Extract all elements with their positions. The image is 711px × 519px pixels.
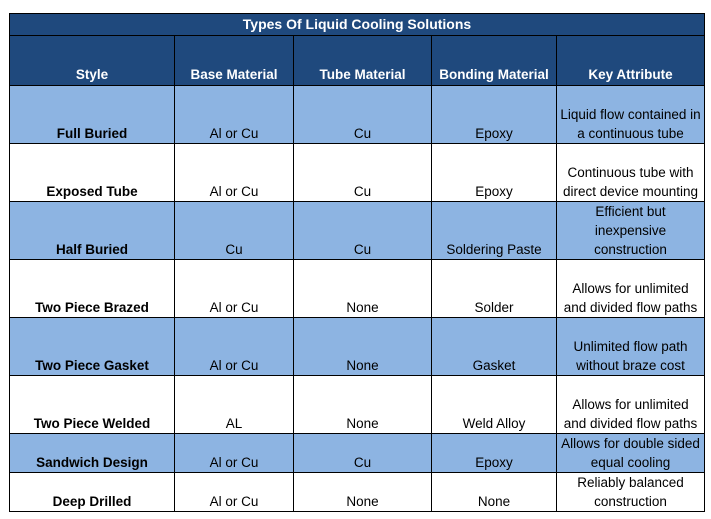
tube-material-cell: None xyxy=(294,318,432,376)
column-header-bonding-material: Bonding Material xyxy=(432,36,557,86)
table-title: Types Of Liquid Cooling Solutions xyxy=(10,14,705,36)
table-row xyxy=(10,434,705,473)
style-cell: Deep Drilled xyxy=(10,473,175,512)
key-attribute-cell: Allows for double sided equal cooling xyxy=(557,434,705,473)
column-header-style: Style xyxy=(10,36,175,86)
bonding-material-cell: Solder xyxy=(432,260,557,318)
bonding-material-cell: Epoxy xyxy=(432,144,557,202)
column-header-key-attribute: Key Attribute xyxy=(557,36,705,86)
title-row xyxy=(10,14,705,36)
tube-material-cell: None xyxy=(294,473,432,512)
base-material-cell: Al or Cu xyxy=(175,473,294,512)
key-attribute-cell: Continuous tube with direct device mounting xyxy=(557,144,705,202)
table-row xyxy=(10,202,705,260)
style-cell: Half Buried xyxy=(10,202,175,260)
tube-material-cell: Cu xyxy=(294,144,432,202)
style-cell: Two Piece Brazed xyxy=(10,260,175,318)
bonding-material-cell: Weld Alloy xyxy=(432,376,557,434)
tube-material-cell: None xyxy=(294,376,432,434)
column-header-tube-material: Tube Material xyxy=(294,36,432,86)
base-material-cell: Al or Cu xyxy=(175,260,294,318)
base-material-cell: Al or Cu xyxy=(175,318,294,376)
style-cell: Full Buried xyxy=(10,86,175,144)
base-material-cell: Al or Cu xyxy=(175,86,294,144)
bonding-material-cell: Soldering Paste xyxy=(432,202,557,260)
bonding-material-cell: None xyxy=(432,473,557,512)
table-row xyxy=(10,473,705,512)
table-row xyxy=(10,376,705,434)
tube-material-cell: Cu xyxy=(294,434,432,473)
tube-material-cell: Cu xyxy=(294,86,432,144)
liquid-cooling-table xyxy=(9,13,705,512)
key-attribute-cell: Reliably balanced construction xyxy=(557,473,705,512)
key-attribute-cell: Efficient but inexpensive construction xyxy=(557,202,705,260)
table-row xyxy=(10,144,705,202)
bonding-material-cell: Epoxy xyxy=(432,434,557,473)
key-attribute-cell: Allows for unlimited and divided flow paths xyxy=(557,260,705,318)
column-header-base-material: Base Material xyxy=(175,36,294,86)
style-cell: Two Piece Welded xyxy=(10,376,175,434)
base-material-cell: AL xyxy=(175,376,294,434)
table-row xyxy=(10,260,705,318)
key-attribute-cell: Unlimited flow path without braze cost xyxy=(557,318,705,376)
key-attribute-cell: Liquid flow contained in a continuous tube xyxy=(557,86,705,144)
bonding-material-cell: Epoxy xyxy=(432,86,557,144)
table-row xyxy=(10,86,705,144)
base-material-cell: Al or Cu xyxy=(175,144,294,202)
bonding-material-cell: Gasket xyxy=(432,318,557,376)
table-row xyxy=(10,318,705,376)
key-attribute-cell: Allows for unlimited and divided flow paths xyxy=(557,376,705,434)
table-container xyxy=(9,13,705,512)
style-cell: Sandwich Design xyxy=(10,434,175,473)
style-cell: Exposed Tube xyxy=(10,144,175,202)
tube-material-cell: Cu xyxy=(294,202,432,260)
base-material-cell: Cu xyxy=(175,202,294,260)
header-row xyxy=(10,36,705,86)
style-cell: Two Piece Gasket xyxy=(10,318,175,376)
base-material-cell: Al or Cu xyxy=(175,434,294,473)
tube-material-cell: None xyxy=(294,260,432,318)
